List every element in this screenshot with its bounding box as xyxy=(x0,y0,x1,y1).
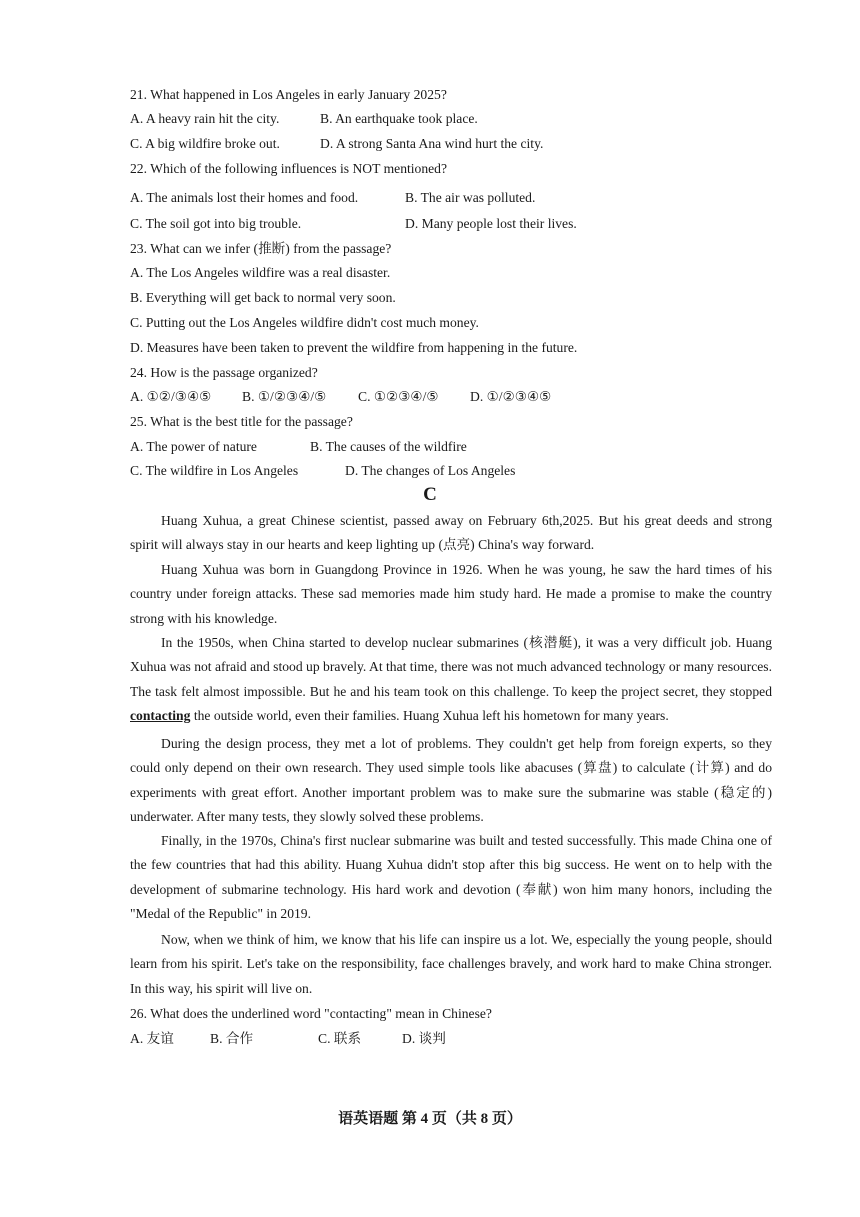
question-22-option-c: C. The soil got into big trouble. xyxy=(130,216,302,231)
passage-paragraph-2: Huang Xuhua was born in Guangdong Province in 1926. When he was young, he saw the hard times of his country under foreign attacks. These sad memories made him study hard. He made a promise to make the country strong with his knowledge. xyxy=(130,562,772,626)
question-26-option-d: D. 谈判 xyxy=(402,1031,446,1046)
question-21-option-a: A. A heavy rain hit the city. xyxy=(130,111,280,126)
question-25-option-c: C. The wildfire in Los Angeles xyxy=(130,463,299,478)
question-25-option-a: A. The power of nature xyxy=(130,439,257,454)
question-26-stem: 26. What does the underlined word "contacting" mean in Chinese? xyxy=(130,1006,492,1021)
question-24-option-b: B. ①/②③④/⑤ xyxy=(242,389,327,404)
question-21-option-d: D. A strong Santa Ana wind hurt the city. xyxy=(320,136,544,151)
question-25-stem: 25. What is the best title for the passage? xyxy=(130,414,353,429)
question-22-option-a: A. The animals lost their homes and food. xyxy=(130,190,359,205)
passage-paragraph-5: Finally, in the 1970s, China's first nuclear submarine was built and tested successfully. This made China one of the few countries that had this ability. Huang Xuhua didn't stop after this big success. He went on to help with the development of submarine technology. His hard work and devotion (奉献) won him many honors, including the "Medal of the Republic" in 2019. xyxy=(130,833,772,921)
passage-paragraph-6: Now, when we think of him, we know that his life can inspire us a lot. We, especially the young people, should learn from his spirit. Let's take on the responsibility, face challenges bravely, and work hard to make China stronger. In this way, his spirit will live on. xyxy=(130,932,772,996)
question-24-option-c: C. ①②③④/⑤ xyxy=(358,389,439,404)
question-24-stem: 24. How is the passage organized? xyxy=(130,365,318,380)
question-23-option-d: D. Measures have been taken to prevent the wildfire from happening in the future. xyxy=(130,340,578,355)
question-24-option-d: D. ①/②③④⑤ xyxy=(470,389,552,404)
page-footer: 语英语题 第 4 页（共 8 页） xyxy=(338,1111,522,1127)
question-22-stem: 22. Which of the following influences is NOT mentioned? xyxy=(130,161,447,176)
question-23-stem: 23. What can we infer (推断) from the passage? xyxy=(130,241,392,256)
question-23-option-c: C. Putting out the Los Angeles wildfire didn't cost much money. xyxy=(130,315,479,330)
question-22-option-b: B. The air was polluted. xyxy=(405,190,536,205)
question-26-option-b: B. 合作 xyxy=(210,1031,254,1046)
question-21-option-b: B. An earthquake took place. xyxy=(320,111,478,126)
question-25-option-d: D. The changes of Los Angeles xyxy=(345,463,516,478)
question-21-option-c: C. A big wildfire broke out. xyxy=(130,136,280,151)
question-23-option-a: A. The Los Angeles wildfire was a real disaster. xyxy=(130,265,391,280)
question-26-option-a: A. 友谊 xyxy=(130,1031,174,1046)
underlined-word: contacting xyxy=(130,707,191,723)
passage-paragraph-3-text-start: In the 1950s, when China started to develop nuclear submarines (核潜艇), it was a very difficult job. Huang Xuhua was not afraid and stood up bravely. At that time, there was not much advanced technology or many resources. The task felt almost impossible. But he and his team took on this challenge. To keep the project secret, they stopped xyxy=(130,635,772,699)
passage-paragraph-3-text-end: the outside world, even their families. Huang Xuhua left his hometown for many years. xyxy=(190,707,669,723)
question-25-option-b: B. The causes of the wildfire xyxy=(310,439,467,454)
passage-paragraph-4: During the design process, they met a lot of problems. They couldn't get help from foreign experts, so they could only depend on their own research. They used simple tools like abacuses (算盘) to calculate (计算) and do experiments with great effort. Another important problem was to make sure the submarine was stable (稳定的) underwater. After many tests, they slowly solved these problems. xyxy=(130,736,772,824)
section-heading: C xyxy=(423,484,437,505)
question-22-option-d: D. Many people lost their lives. xyxy=(405,216,577,231)
passage-paragraph-3 xyxy=(130,631,772,728)
question-26-option-c: C. 联系 xyxy=(318,1031,362,1046)
question-23-option-b: B. Everything will get back to normal very soon. xyxy=(130,290,396,305)
question-24-option-a: A. ①②/③④⑤ xyxy=(130,389,212,404)
question-21-stem: 21. What happened in Los Angeles in early January 2025? xyxy=(130,87,447,102)
passage-paragraph-1: Huang Xuhua, a great Chinese scientist, passed away on February 6th,2025. But his great deeds and strong spirit will always stay in our hearts and keep lighting up (点亮) China's way forward. xyxy=(130,513,772,553)
